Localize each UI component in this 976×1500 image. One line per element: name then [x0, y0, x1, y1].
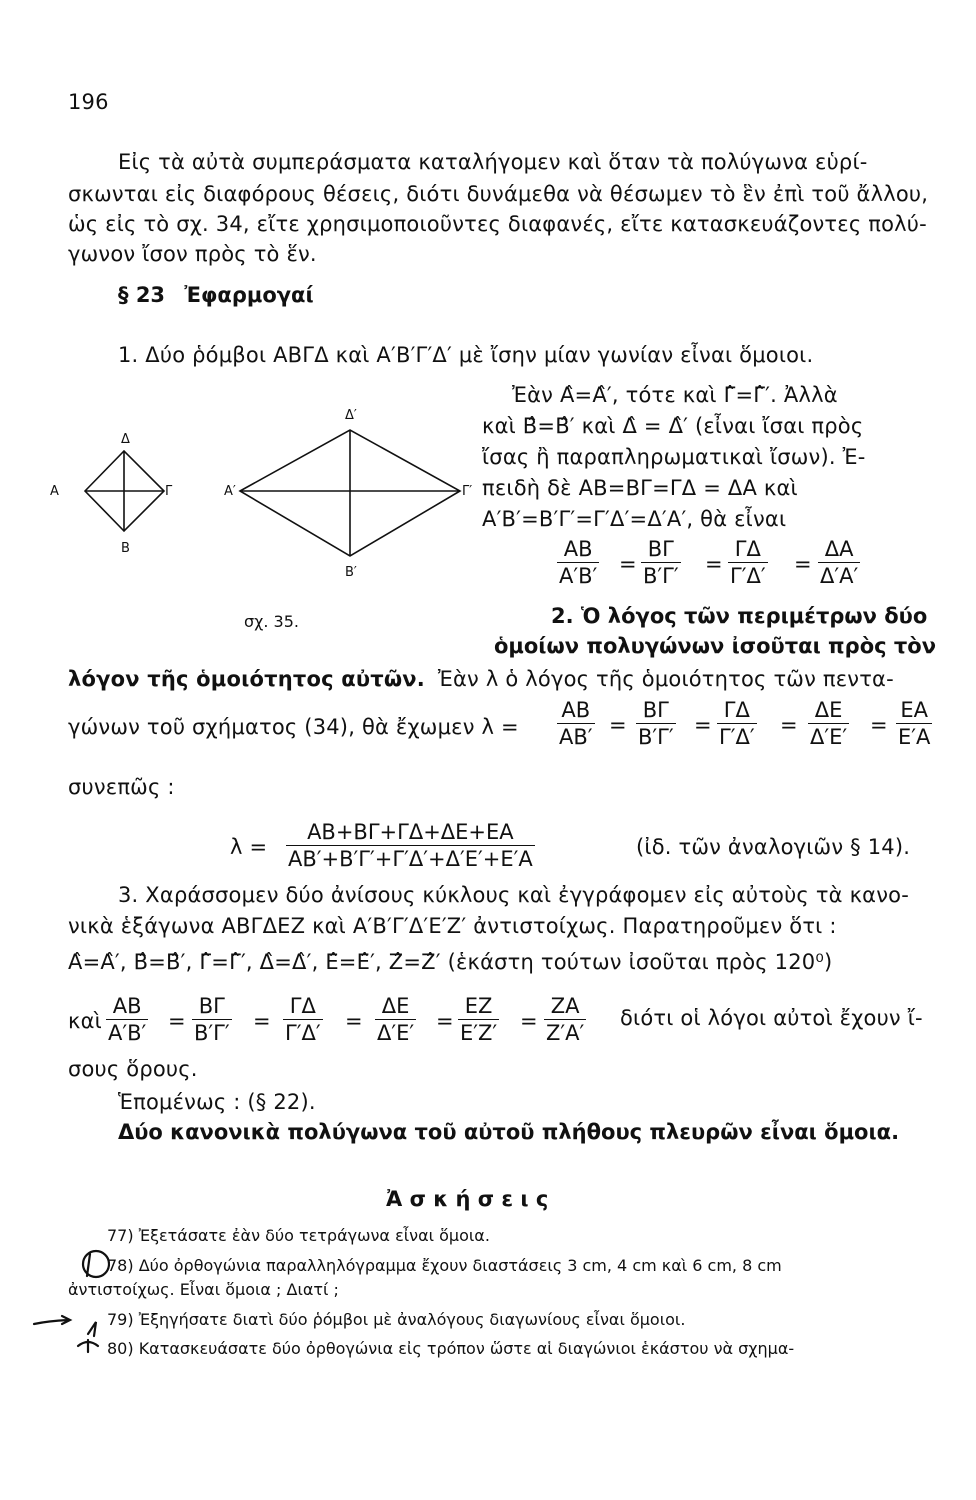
item1-statement: 1. Δύο ῥόμβοι ΑΒΓΔ καὶ Α′Β′Γ′Δ′ μὲ ἴσην μίαν γωνίαν εἶναι ὅμοιοι.: [118, 343, 814, 367]
item2-heading-2: ὁμοίων πολυγώνων ἰσοῦται πρὸς τὸν: [494, 634, 937, 658]
item3-fraction-5: [458, 993, 499, 1046]
vertex-label-a-prime: Α′: [224, 484, 236, 499]
item3-line-1: 3. Χαράσσομεν δύο ἀνίσους κύκλους καὶ ἐγγράφομεν εἰς αὐτοὺς τὰ κανο-: [118, 883, 909, 907]
item2-fraction-5: [896, 697, 932, 750]
item3-fraction-3: [283, 993, 323, 1046]
arrow-mark-79: [34, 1316, 70, 1324]
item3-kai: καὶ: [68, 1009, 102, 1033]
vertex-label-b-prime: Β′: [345, 565, 357, 580]
fraction-numerator: ΔΕ: [808, 697, 849, 724]
figure-35-rhombi: [40, 400, 490, 600]
figure-caption: σχ. 35.: [244, 612, 299, 631]
fraction-denominator: Γ′Δ′: [285, 1021, 321, 1045]
item2-fraction-4: [808, 697, 849, 750]
exercises-title: Ἀ σ κ ή σ ε ι ς: [386, 1187, 549, 1211]
section-symbol: §: [118, 283, 129, 307]
vertex-label-g-prime: Γ′: [462, 484, 473, 499]
vertex-label-b: Β: [121, 541, 130, 556]
item2-heading-1: 2. Ὁ λόγος τῶν περιμέτρων δύο: [551, 604, 928, 628]
fraction-numerator: ΒΓ: [641, 536, 681, 563]
fraction-numerator: ΔΕ: [375, 993, 416, 1020]
equals-sign: =: [619, 552, 637, 576]
equals-sign: =: [609, 713, 627, 737]
item2-fraction-1: [557, 697, 595, 750]
equals-sign: =: [870, 713, 888, 737]
fraction-numerator: ΑΒ: [557, 536, 599, 563]
intro-line-2: σκωνται εἰς διαφόρους θέσεις, διότι δυνάμεθα νὰ θέσωμεν τὸ ἓν ἐπὶ τοῦ ἄλλου,: [68, 182, 929, 206]
perimeter-numerator: ΑΒ+ΒΓ+ΓΔ+ΔΕ+ΕΑ: [286, 819, 535, 846]
fraction-numerator: ΑΒ: [106, 993, 148, 1020]
intro-line-4: γωνον ἴσον πρὸς τὸ ἕν.: [68, 242, 317, 266]
section-heading: [118, 283, 314, 307]
equals-sign: =: [780, 713, 798, 737]
item1-fraction-1: [557, 536, 599, 589]
fraction-denominator: Δ′Ε′: [377, 1021, 415, 1045]
fraction-denominator: Δ′Ε′: [810, 725, 848, 749]
fraction-denominator: ΑΒ′: [559, 725, 593, 749]
fraction-numerator: ΕΑ: [896, 697, 932, 724]
fraction-denominator: Γ′Δ′: [730, 564, 766, 588]
item1-line-2: καὶ Β̂=Β̂′ καὶ Δ̂ = Δ̂′ (εἶναι ἴσαι πρὸς: [482, 414, 864, 438]
fraction-numerator: ΖΑ: [544, 993, 586, 1020]
equals-sign: =: [520, 1009, 538, 1033]
fraction-numerator: ΒΓ: [636, 697, 676, 724]
equals-sign: =: [694, 713, 712, 737]
fraction-denominator: Ε′Α: [898, 725, 931, 749]
fraction-denominator: Γ′Δ′: [719, 725, 755, 749]
equals-sign: =: [705, 552, 723, 576]
exercise-78-continued: ἀντιστοίχως. Εἶναι ὅμοια ; Διατί ;: [68, 1280, 339, 1299]
fraction-numerator: ΔΑ: [818, 536, 860, 563]
item1-fraction-3: [728, 536, 768, 589]
perimeter-ratio-fraction: [286, 819, 535, 872]
equals-sign: =: [168, 1009, 186, 1033]
page-number: 196: [68, 90, 109, 114]
fraction-denominator: Ζ′Α′: [546, 1021, 585, 1045]
fraction-numerator: ΑΒ: [557, 697, 595, 724]
item1-line-4: πειδὴ δὲ ΑΒ=ΒΓ=ΓΔ = ΔΑ καὶ: [482, 476, 798, 500]
fraction-denominator: Β′Γ′: [643, 564, 679, 588]
item2-regular-text: Ἐὰν λ ὁ λόγος τῆς ὁμοιότητος τῶν πεντα-: [437, 667, 894, 691]
fraction-denominator: Β′Γ′: [194, 1021, 230, 1045]
item3-fraction-4: [375, 993, 416, 1046]
item2-fraction-3: [717, 697, 757, 750]
item3-line-2: νικὰ ἑξάγωνα ΑΒΓΔΕΖ καὶ Α′Β′Γ′Δ′Ε′Ζ′ ἀντιστοίχως. Παρατηροῦμεν ὅτι :: [68, 914, 837, 938]
fraction-denominator: Δ′Α′: [820, 564, 859, 588]
section-title: Ἐφαρμογαί: [184, 283, 314, 307]
fraction-denominator: Α′Β′: [559, 564, 598, 588]
item1-line-5: Α′Β′=Β′Γ′=Γ′Δ′=Δ′Α′, θὰ εἶναι: [482, 507, 787, 531]
equals-sign: =: [436, 1009, 454, 1033]
equals-sign: =: [345, 1009, 363, 1033]
item1-fraction-2: [641, 536, 681, 589]
pencil-stroke: [87, 1254, 90, 1276]
consequently-label: συνεπῶς :: [68, 775, 175, 799]
item3-line-3: Α̂=Α̂′, Β̂=Β̂′, Γ̂=Γ̂′, Δ̂=Δ̂′, Ε̂=Ε̂′, Ζ̂=Ζ̂′ (ἑκάστη τούτων ἰσοῦται πρὸς 120⁰): [68, 950, 833, 974]
perimeter-denominator: ΑΒ′+Β′Γ′+Γ′Δ′+Δ′Ε′+Ε′Α: [288, 847, 533, 871]
item1-line-1: Ἐὰν Α̂=Α̂′, τότε καὶ Γ̂=Γ̂′. Ἀλλὰ: [512, 383, 838, 407]
item3-fraction-1: [106, 993, 148, 1046]
vertex-label-a: Α: [50, 484, 59, 499]
fraction-denominator: Ε′Ζ′: [460, 1021, 498, 1045]
lambda-equals: λ =: [230, 835, 268, 859]
intro-line-1: Εἰς τὰ αὐτὰ συμπεράσματα καταλήγομεν καὶ ὅταν τὰ πολύγωνα εὑρί-: [118, 150, 868, 174]
item3-therefore: Ἑπομένως : (§ 22).: [118, 1090, 316, 1114]
fraction-numerator: ΕΖ: [458, 993, 499, 1020]
vertex-label-d-prime: Δ′: [345, 408, 357, 423]
item2-bold-text: λόγον τῆς ὁμοιότητος αὐτῶν.: [68, 667, 425, 691]
fraction-denominator: Β′Γ′: [638, 725, 674, 749]
equals-sign: =: [253, 1009, 271, 1033]
intro-line-3: ὡς εἰς τὸ σχ. 34, εἴτε χρησιμοποιοῦντες διαφανές, εἴτε κατασκευάζοντες πολύ-: [68, 212, 927, 236]
item2-line-3: [68, 667, 894, 691]
fraction-denominator: Α′Β′: [108, 1021, 147, 1045]
item3-after-2: σους ὅρους.: [68, 1057, 198, 1081]
exercise-79: 79) Ἐξηγήσατε διατὶ δύο ῥόμβοι μὲ ἀναλόγους διαγωνίους εἶναι ὅμοιοι.: [107, 1310, 686, 1329]
item3-conclusion: Δύο κανονικὰ πολύγωνα τοῦ αὐτοῦ πλήθους πλευρῶν εἶναι ὅμοια.: [118, 1120, 900, 1144]
exercise-80: 80) Κατασκευάσατε δύο ὀρθογώνια εἰς τρόπον ὥστε αἱ διαγώνιοι ἑκάστου νὰ σχημα-: [107, 1339, 795, 1358]
vertex-label-d: Δ: [121, 432, 130, 447]
section-number: 23: [135, 283, 166, 307]
equals-sign: =: [794, 552, 812, 576]
item3-after-1: διότι οἱ λόγοι αὐτοὶ ἔχουν ἴ-: [620, 1006, 923, 1030]
cross-mark-80: [78, 1340, 98, 1352]
item3-fraction-6: [544, 993, 586, 1046]
tick-mark-79: [88, 1322, 96, 1336]
fraction-numerator: ΒΓ: [192, 993, 232, 1020]
fraction-numerator: ΓΔ: [728, 536, 768, 563]
item2-fraction-2: [636, 697, 676, 750]
handwritten-marks: [30, 1246, 110, 1356]
item1-fraction-4: [818, 536, 860, 589]
vertex-label-g: Γ: [165, 484, 173, 499]
exercise-78: 78) Δύο ὀρθογώνια παραλληλόγραμμα ἔχουν διαστάσεις 3 cm, 4 cm καὶ 6 cm, 8 cm: [107, 1256, 782, 1275]
item3-fraction-2: [192, 993, 232, 1046]
fraction-numerator: ΓΔ: [717, 697, 757, 724]
proportions-reference: (ἰδ. τῶν ἀναλογιῶν § 14).: [636, 835, 911, 859]
item2-line-4: γώνων τοῦ σχήματος (34), θὰ ἔχωμεν λ =: [68, 715, 519, 739]
fraction-numerator: ΓΔ: [283, 993, 323, 1020]
item1-line-3: ἴσας ἢ παραπληρωματικαὶ ἴσων). Ἐ-: [482, 445, 866, 469]
exercise-77: 77) Ἐξετάσατε ἐὰν δύο τετράγωνα εἶναι ὅμοια.: [107, 1226, 490, 1245]
